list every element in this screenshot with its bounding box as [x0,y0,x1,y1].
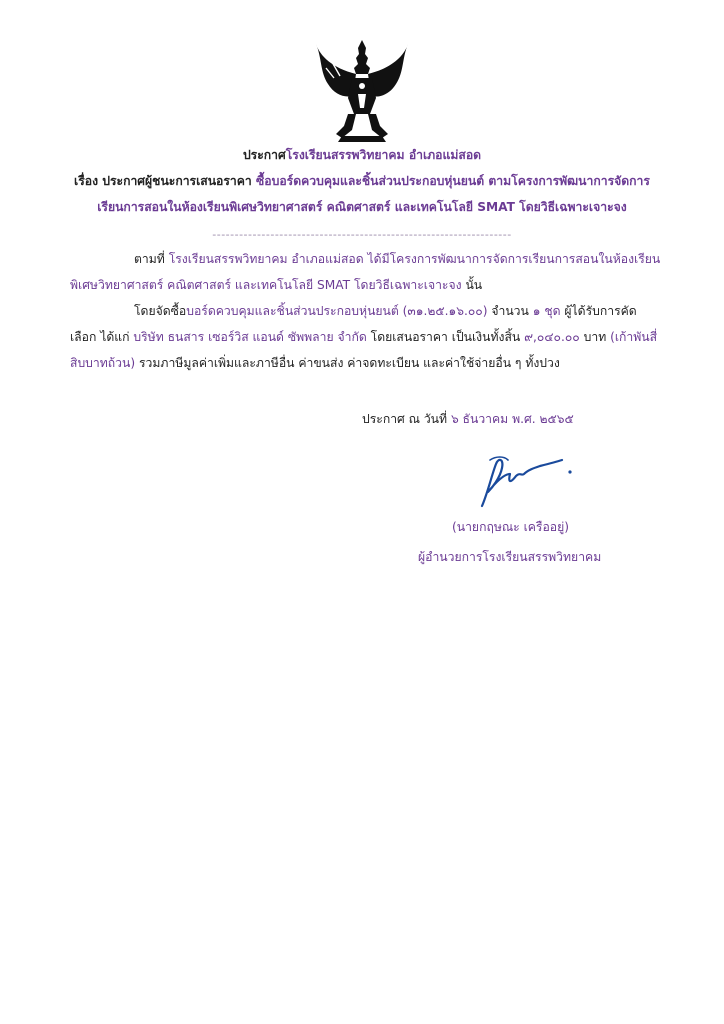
text-fragment: โดยจัดซื้อ [134,304,187,318]
subject-prefix: เรื่อง ประกาศผู้ชนะการเสนอราคา [74,174,252,188]
paragraph-1-line-2 [70,276,482,294]
text-fragment: นั้น [465,278,483,292]
text-fragment: บาท [583,330,607,344]
price-words-2: สิบบาทถ้วน) [70,356,136,370]
paragraph-1-line-1 [134,250,660,268]
quantity-text: ๑ ชุด [532,304,561,318]
price-amount: ๙,๐๔๐.๐๐ [524,330,580,344]
date-prefix: ประกาศ ณ วันที่ [362,412,448,426]
signature-scribble [470,452,580,514]
garuda-emblem-icon [312,38,412,144]
text-fragment: โดยเสนอราคา เป็นเงินทั้งสิ้น [370,330,521,344]
text-fragment: เลือก ได้แก่ [70,330,130,344]
subject-line-1 [0,172,724,190]
project-text: ได้มีโครงการพัฒนาการจัดการเรียนการสอนในห้องเรียน [367,252,661,266]
project-text-2: พิเศษวิทยาศาสตร์ คณิตศาสตร์ และเทคโนโลยี SMAT โดยวิธีเฉพาะเจาะจง [70,278,462,292]
paragraph-2-line-3 [70,354,560,372]
date-value: ๖ ธันวาคม พ.ศ. ๒๕๖๕ [450,412,574,426]
school-name: โรงเรียนสรรพวิทยาคม อำเภอแม่สอด [285,148,482,162]
text-fragment: รวมภาษีมูลค่าเพิ่มและภาษีอื่น ค่าขนส่ง ค่าจดทะเบียน และค่าใช้จ่ายอื่น ๆ ทั้งปวง [138,356,560,370]
paragraph-2-line-1 [134,302,637,320]
paragraph-2-line-2 [70,328,657,346]
announce-prefix: ประกาศ [242,148,286,162]
separator-line: ------------------------------------------------------------------- [212,228,512,241]
subject-line-2: เรียนการสอนในห้องเรียนพิเศษวิทยาศาสตร์ คณิตศาสตร์ และเทคโนโลยี SMAT โดยวิธีเฉพาะเจาะจง [97,200,627,214]
announcement-title [0,146,724,164]
price-words-1: (เก้าพันสี่ [610,330,658,344]
text-fragment: จำนวน [491,304,529,318]
text-fragment: ตามที่ [134,252,165,266]
text-fragment: ผู้ได้รับการคัด [564,304,637,318]
signer-name: (นายกฤษณะ เครืออยู่) [452,520,569,534]
signer-position: ผู้อำนวยการโรงเรียนสรรพวิทยาคม [418,550,602,564]
item-text: บอร์ดควบคุมและชิ้นส่วนประกอบหุ่นยนต์ (๓๑.๒๕.๑๖.๐๐) [186,304,488,318]
subject-text-1: ซื้อบอร์ดควบคุมและชิ้นส่วนประกอบหุ่นยนต์ ตามโครงการพัฒนาการจัดการ [256,174,650,188]
vendor-name: บริษัท ธนสาร เซอร์วิส แอนด์ ซัพพลาย จำกัด [133,330,367,344]
announce-date [362,410,574,428]
school-name-ref: โรงเรียนสรรพวิทยาคม อำเภอแม่สอด [168,252,364,266]
